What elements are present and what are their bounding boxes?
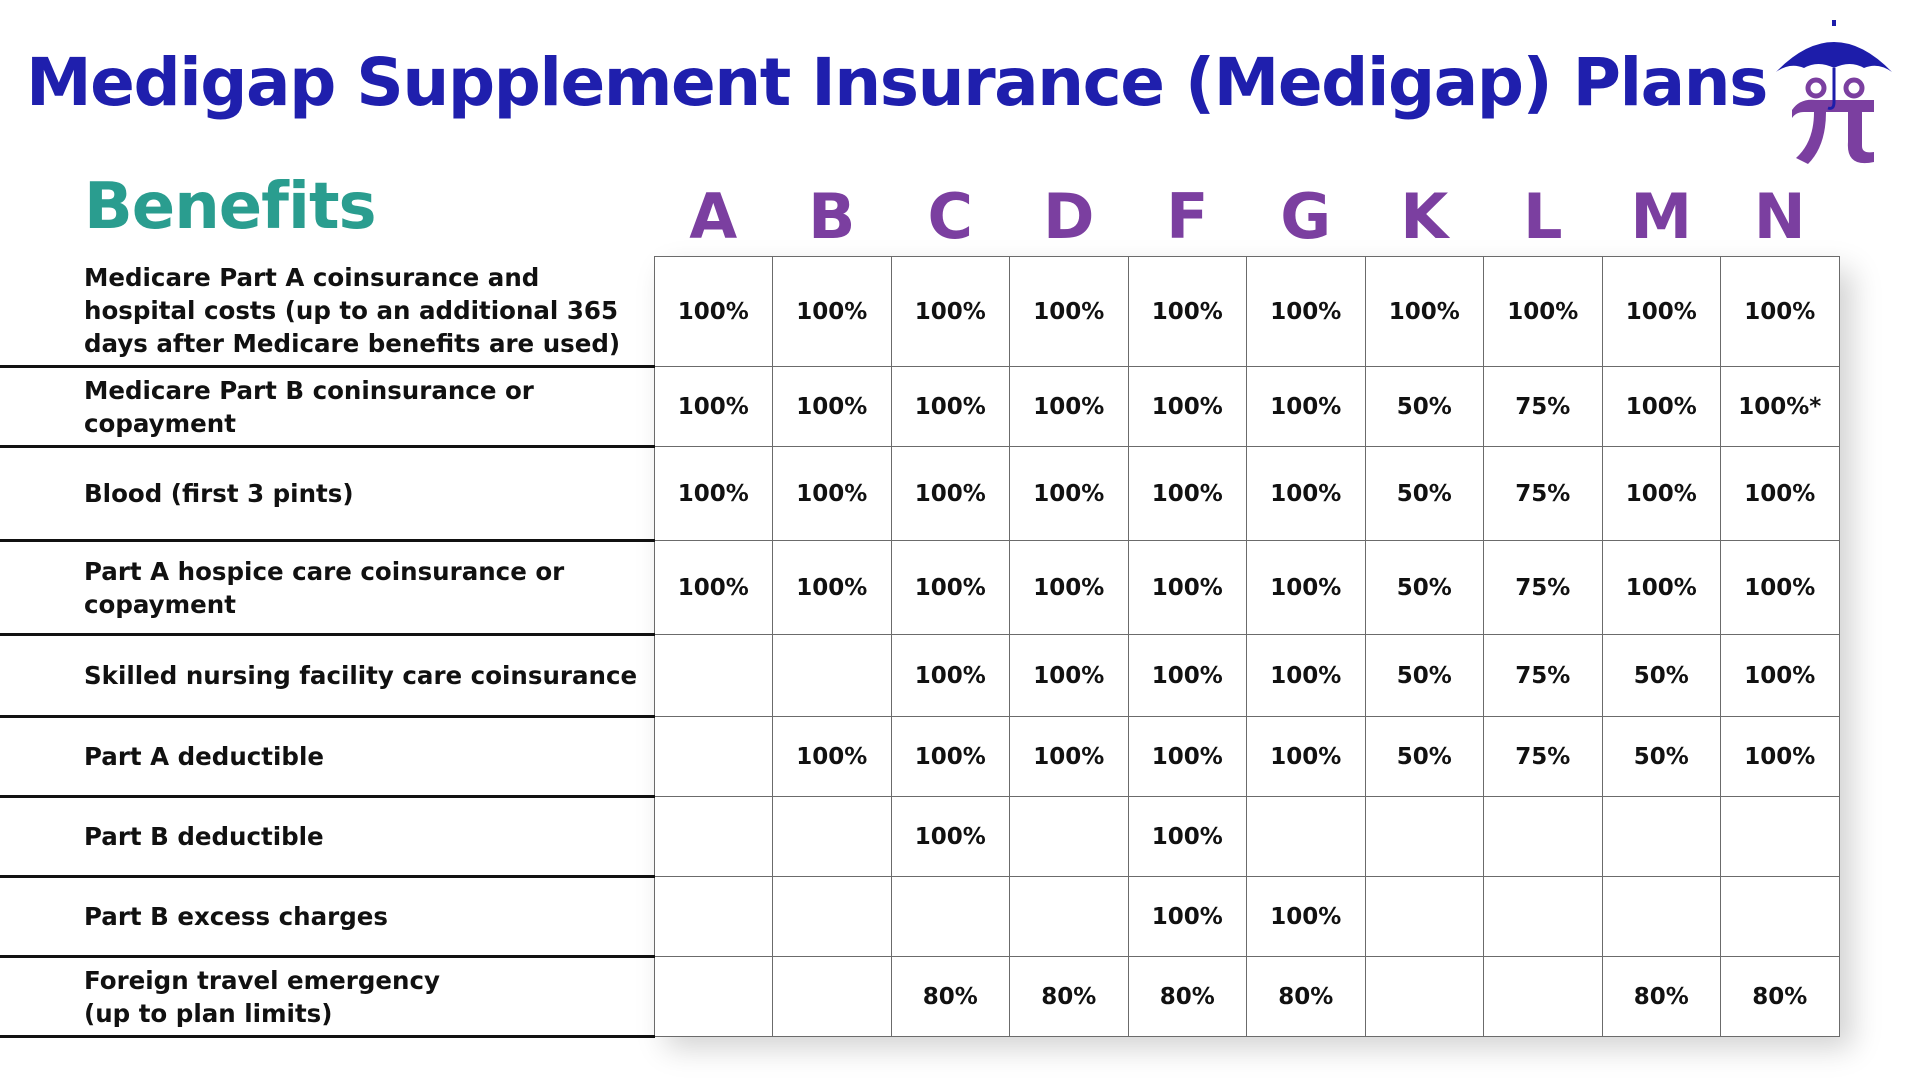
coverage-cell-d: 100% — [1010, 447, 1129, 541]
coverage-cell-c: 100% — [891, 717, 1010, 797]
table-row — [0, 367, 1839, 447]
coverage-cell-k: 50% — [1365, 447, 1484, 541]
coverage-cell-k — [1365, 957, 1484, 1037]
plan-letter-m: M — [1630, 180, 1693, 253]
coverage-cell-m: 50% — [1602, 717, 1721, 797]
coverage-cell-m: 100% — [1602, 367, 1721, 447]
table-row — [0, 541, 1839, 635]
coverage-cell-k: 50% — [1365, 635, 1484, 717]
coverage-cell-n — [1721, 877, 1840, 957]
coverage-cell-b: 100% — [773, 257, 892, 367]
coverage-cell-c — [891, 877, 1010, 957]
coverage-cell-l: 75% — [1484, 541, 1603, 635]
benefit-label: Foreign travel emergency (up to plan limits) — [0, 957, 654, 1037]
coverage-cell-b: 100% — [773, 541, 892, 635]
coverage-cell-b — [773, 957, 892, 1037]
coverage-cell-b — [773, 797, 892, 877]
benefit-label: Part B excess charges — [0, 877, 654, 957]
coverage-cell-n — [1721, 797, 1840, 877]
coverage-cell-l: 75% — [1484, 635, 1603, 717]
coverage-cell-g: 100% — [1247, 541, 1366, 635]
coverage-cell-f: 100% — [1128, 367, 1247, 447]
coverage-cell-k: 100% — [1365, 257, 1484, 367]
coverage-cell-c: 100% — [891, 797, 1010, 877]
coverage-cell-b: 100% — [773, 447, 892, 541]
coverage-cell-l — [1484, 877, 1603, 957]
benefits-table — [0, 256, 1840, 1038]
benefit-label: Medicare Part A coinsurance and hospital costs (up to an additional 365 days after Medicare benefits are used) — [0, 257, 654, 367]
coverage-cell-k — [1365, 797, 1484, 877]
coverage-cell-a: 100% — [654, 541, 773, 635]
coverage-cell-g: 100% — [1247, 635, 1366, 717]
plan-letter-c: C — [927, 180, 973, 253]
plan-letter-header — [654, 180, 1839, 254]
coverage-cell-m — [1602, 797, 1721, 877]
plan-letter-l: L — [1522, 180, 1563, 253]
coverage-cell-n: 100% — [1721, 635, 1840, 717]
coverage-cell-c: 100% — [891, 367, 1010, 447]
coverage-cell-a — [654, 635, 773, 717]
coverage-cell-d — [1010, 877, 1129, 957]
coverage-cell-m: 80% — [1602, 957, 1721, 1037]
coverage-cell-a — [654, 877, 773, 957]
coverage-cell-a — [654, 717, 773, 797]
table-row — [0, 797, 1839, 877]
coverage-cell-m: 100% — [1602, 447, 1721, 541]
coverage-cell-d: 100% — [1010, 541, 1129, 635]
plan-letter-a: A — [689, 180, 738, 253]
coverage-cell-n: 80% — [1721, 957, 1840, 1037]
coverage-cell-b — [773, 635, 892, 717]
pi-figure-head-left — [1808, 80, 1824, 96]
coverage-cell-k: 50% — [1365, 717, 1484, 797]
table-row — [0, 877, 1839, 957]
table-row — [0, 957, 1839, 1037]
benefit-label: Medicare Part B coninsurance or copayment — [0, 367, 654, 447]
coverage-cell-l: 75% — [1484, 717, 1603, 797]
coverage-cell-m: 100% — [1602, 257, 1721, 367]
coverage-cell-g: 100% — [1247, 257, 1366, 367]
coverage-cell-c: 80% — [891, 957, 1010, 1037]
pi-figure-head-right — [1846, 80, 1862, 96]
coverage-cell-m: 100% — [1602, 541, 1721, 635]
coverage-cell-b: 100% — [773, 367, 892, 447]
coverage-cell-g: 100% — [1247, 447, 1366, 541]
coverage-cell-c: 100% — [891, 541, 1010, 635]
coverage-cell-b — [773, 877, 892, 957]
coverage-cell-f: 100% — [1128, 877, 1247, 957]
coverage-cell-m — [1602, 877, 1721, 957]
coverage-cell-d: 100% — [1010, 257, 1129, 367]
benefits-heading: Benefits — [84, 170, 376, 244]
coverage-cell-d: 80% — [1010, 957, 1129, 1037]
table-row — [0, 257, 1839, 367]
coverage-cell-m: 50% — [1602, 635, 1721, 717]
coverage-cell-n: 100% — [1721, 447, 1840, 541]
coverage-cell-g: 100% — [1247, 717, 1366, 797]
benefit-label: Blood (first 3 pints) — [0, 447, 654, 541]
coverage-cell-k — [1365, 877, 1484, 957]
umbrella-pi-logo — [1770, 18, 1898, 168]
coverage-cell-f: 100% — [1128, 717, 1247, 797]
coverage-cell-l: 75% — [1484, 447, 1603, 541]
coverage-cell-k: 50% — [1365, 367, 1484, 447]
coverage-cell-d — [1010, 797, 1129, 877]
coverage-cell-n: 100%* — [1721, 367, 1840, 447]
plan-letter-g: G — [1280, 180, 1332, 253]
page-title: Medigap Supplement Insurance (Medigap) Plans — [26, 44, 1767, 121]
plan-letter-n: N — [1753, 180, 1806, 253]
plan-letter-k: K — [1400, 180, 1449, 253]
coverage-cell-l: 75% — [1484, 367, 1603, 447]
coverage-cell-f: 100% — [1128, 257, 1247, 367]
benefit-label: Part B deductible — [0, 797, 654, 877]
table-row — [0, 635, 1839, 717]
coverage-cell-k: 50% — [1365, 541, 1484, 635]
table-row — [0, 717, 1839, 797]
coverage-cell-n: 100% — [1721, 717, 1840, 797]
coverage-cell-d: 100% — [1010, 367, 1129, 447]
coverage-cell-a — [654, 957, 773, 1037]
coverage-cell-g: 80% — [1247, 957, 1366, 1037]
table-row — [0, 447, 1839, 541]
pi-icon — [1792, 100, 1874, 164]
plan-letter-f: F — [1166, 180, 1209, 253]
coverage-cell-g: 100% — [1247, 877, 1366, 957]
coverage-cell-n: 100% — [1721, 541, 1840, 635]
umbrella-icon — [1776, 42, 1892, 72]
coverage-cell-a: 100% — [654, 367, 773, 447]
benefit-label: Part A hospice care coinsurance or copayment — [0, 541, 654, 635]
coverage-cell-n: 100% — [1721, 257, 1840, 367]
benefit-label: Skilled nursing facility care coinsurance — [0, 635, 654, 717]
coverage-cell-f: 100% — [1128, 447, 1247, 541]
coverage-cell-f: 100% — [1128, 541, 1247, 635]
coverage-cell-d: 100% — [1010, 717, 1129, 797]
coverage-cell-f: 100% — [1128, 797, 1247, 877]
coverage-cell-g: 100% — [1247, 367, 1366, 447]
coverage-cell-f: 100% — [1128, 635, 1247, 717]
coverage-cell-a: 100% — [654, 257, 773, 367]
coverage-cell-l — [1484, 957, 1603, 1037]
coverage-cell-a — [654, 797, 773, 877]
coverage-cell-c: 100% — [891, 447, 1010, 541]
benefit-label: Part A deductible — [0, 717, 654, 797]
coverage-cell-a: 100% — [654, 447, 773, 541]
coverage-cell-b: 100% — [773, 717, 892, 797]
coverage-cell-l: 100% — [1484, 257, 1603, 367]
coverage-cell-c: 100% — [891, 635, 1010, 717]
coverage-cell-g — [1247, 797, 1366, 877]
plan-letter-d: D — [1043, 180, 1095, 253]
coverage-cell-c: 100% — [891, 257, 1010, 367]
coverage-cell-f: 80% — [1128, 957, 1247, 1037]
coverage-cell-d: 100% — [1010, 635, 1129, 717]
coverage-cell-l — [1484, 797, 1603, 877]
plan-letter-b: B — [808, 180, 856, 253]
